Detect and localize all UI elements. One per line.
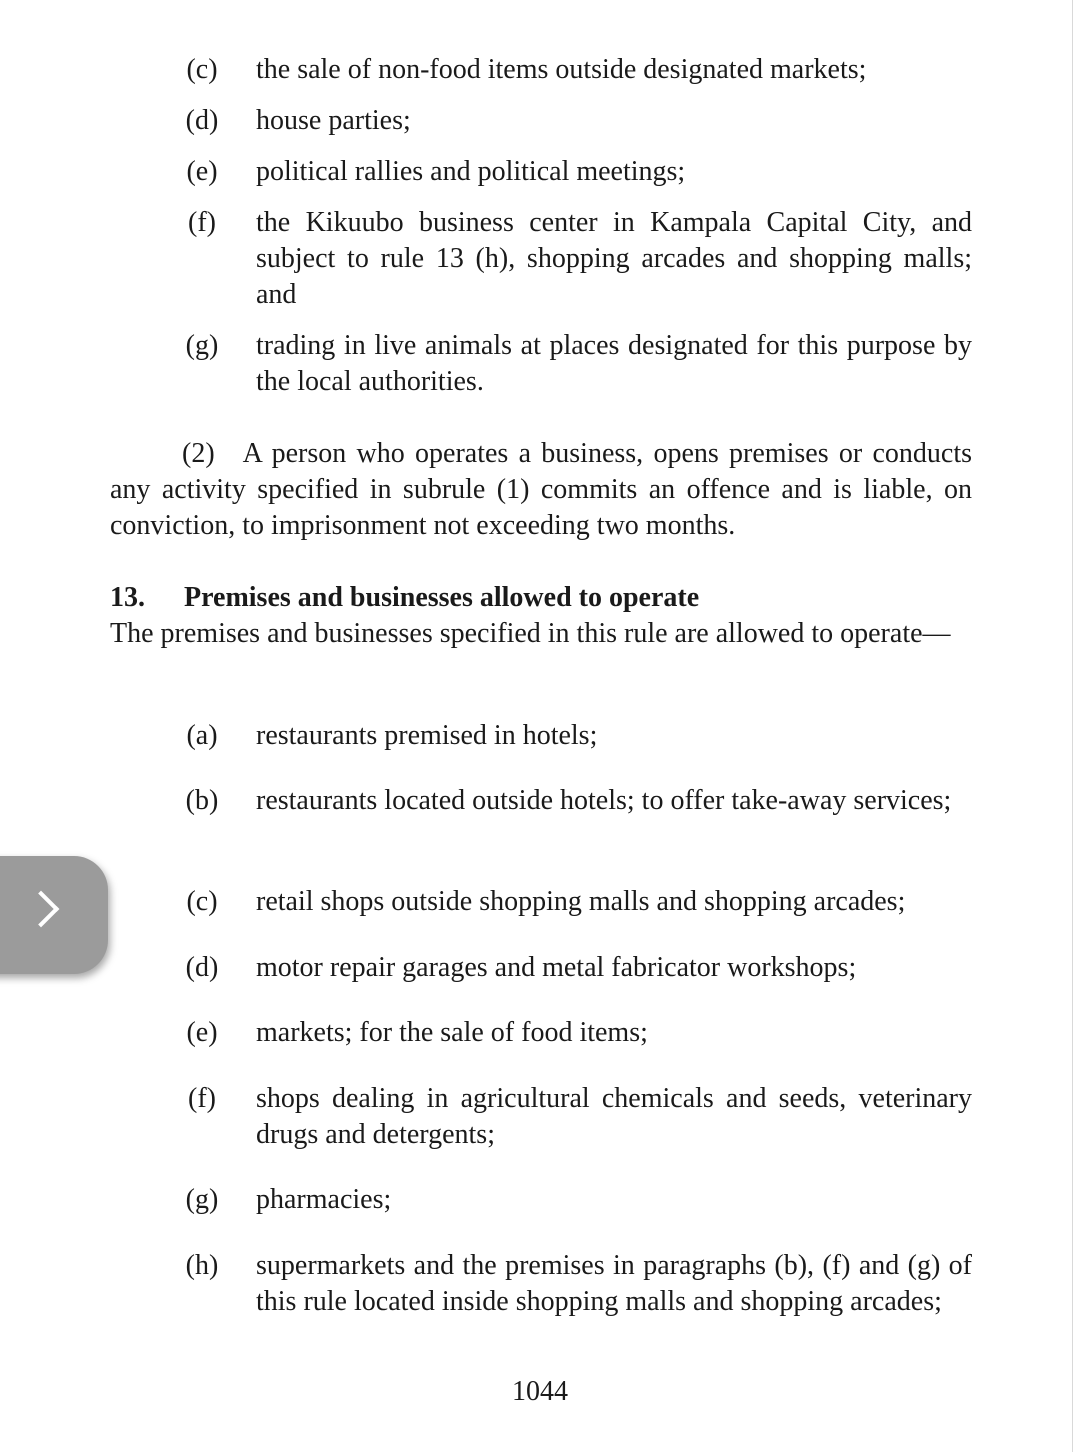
item-text: the sale of non-food items outside designated markets; bbox=[256, 54, 867, 85]
item-label: (g) bbox=[185, 330, 219, 361]
section-title: Premises and businesses allowed to operate bbox=[184, 582, 700, 613]
section-heading bbox=[110, 580, 972, 616]
item-label: (e) bbox=[186, 156, 218, 187]
page-number: 1044 bbox=[512, 1376, 568, 1407]
item-text: motor repair garages and metal fabricator workshops; bbox=[256, 952, 857, 983]
subrule-paragraph: (2) A person who operates a business, opens premises or conducts any activity specified in subrule (1) commits an offence and is liable, on conviction, to imprisonment not exceeding two months. bbox=[110, 438, 972, 541]
item-label: (c) bbox=[186, 54, 218, 85]
item-label: (f) bbox=[188, 1083, 216, 1114]
item-label: (g) bbox=[185, 1184, 219, 1215]
section-intro: The premises and businesses specified in this rule are allowed to operate— bbox=[110, 618, 951, 649]
item-text: political rallies and political meetings; bbox=[256, 156, 686, 187]
item-label: (c) bbox=[186, 886, 218, 917]
next-page-button[interactable] bbox=[0, 856, 108, 974]
item-text: restaurants located outside hotels; to offer take-away services; bbox=[256, 785, 952, 816]
item-label: (h) bbox=[185, 1250, 219, 1281]
item-label: (a) bbox=[186, 720, 218, 751]
chevron-right-icon bbox=[23, 891, 60, 928]
item-text: trading in live animals at places designated for this purpose by the local authorities. bbox=[256, 330, 972, 397]
item-text: supermarkets and the premises in paragraphs (b), (f) and (g) of this rule located inside shopping malls and shopping arcades; bbox=[256, 1250, 972, 1317]
item-text: markets; for the sale of food items; bbox=[256, 1017, 648, 1048]
item-label: (b) bbox=[185, 785, 219, 816]
item-label: (e) bbox=[186, 1017, 218, 1048]
section-number: 13. bbox=[110, 582, 145, 613]
item-text: the Kikuubo business center in Kampala Capital City, and subject to rule 13 (h), shopping arcades and shopping malls; and bbox=[256, 207, 972, 310]
item-text: house parties; bbox=[256, 105, 411, 136]
item-text: restaurants premised in hotels; bbox=[256, 720, 598, 751]
item-text: shops dealing in agricultural chemicals and seeds, veterinary drugs and detergents; bbox=[256, 1083, 972, 1150]
item-text: retail shops outside shopping malls and shopping arcades; bbox=[256, 886, 906, 917]
item-label: (d) bbox=[185, 105, 219, 136]
item-label: (f) bbox=[188, 207, 216, 238]
item-label: (d) bbox=[185, 952, 219, 983]
item-text: pharmacies; bbox=[256, 1184, 392, 1215]
